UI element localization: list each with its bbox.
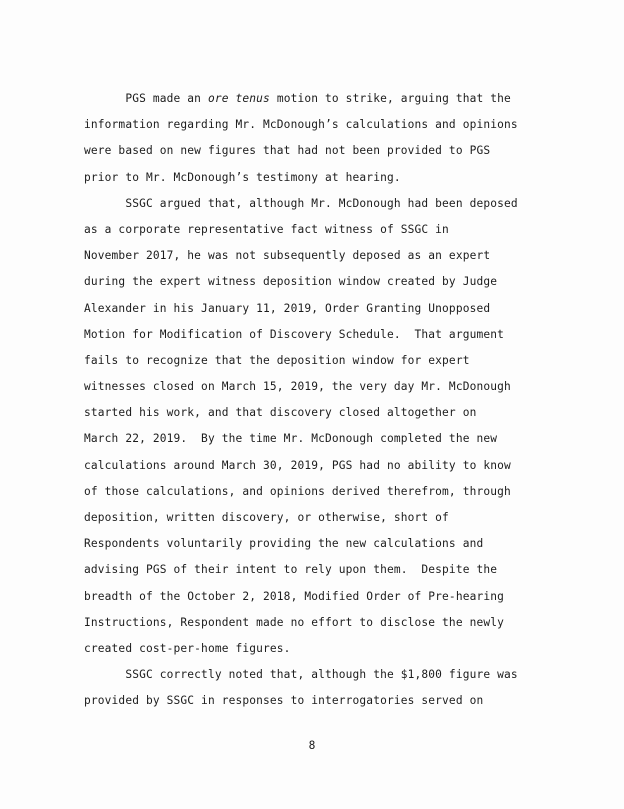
paragraph-motion-to-strike: [84, 86, 544, 191]
text-line: as a corporate representative fact witness of SSGC in: [84, 222, 449, 236]
text-line: fails to recognize that the deposition window for expert: [84, 353, 470, 367]
paragraph-ssgc-argued: [84, 191, 544, 662]
text-line: Respondents voluntarily providing the new calculations and: [84, 537, 484, 551]
text-line: calculations around March 30, 2019, PGS had no ability to know: [84, 458, 511, 472]
body-text: [84, 86, 544, 715]
text-line: SSGC argued that, although Mr. McDonough had been deposed: [84, 196, 518, 210]
text-line: of those calculations, and opinions derived therefrom, through: [84, 484, 511, 498]
text-line: were based on new figures that had not been provided to PGS: [84, 144, 491, 158]
text-line: prior to Mr. McDonough’s testimony at hearing.: [84, 170, 401, 184]
text-line: PGS made an ore tenus motion to strike, arguing that the: [84, 92, 511, 105]
page-number: 8: [308, 739, 316, 752]
text-line: Instructions, Respondent made no effort to disclose the newly: [84, 615, 505, 629]
text-line: information regarding Mr. McDonough’s calculations and opinions: [84, 118, 518, 132]
text-line: SSGC correctly noted that, although the $1,800 figure was: [84, 668, 518, 682]
text-line: November 2017, he was not subsequently deposed as an expert: [84, 249, 491, 263]
text-line: advising PGS of their intent to rely upon them. Despite the: [84, 563, 498, 577]
text-line: deposition, written discovery, or otherwise, short of: [84, 511, 449, 524]
text-line: Alexander in his January 11, 2019, Order Granting Unopposed: [84, 301, 491, 315]
text-line: Motion for Modification of Discovery Schedule. That argument: [84, 327, 505, 341]
text-line: created cost-per-home figures.: [84, 641, 291, 655]
text-line: started his work, and that discovery closed altogether on: [84, 406, 477, 420]
italic-term: ore tenus: [207, 92, 270, 105]
text-line: provided by SSGC in responses to interrogatories served on: [84, 694, 484, 708]
paragraph-ssgc-correctly-noted: [84, 662, 544, 714]
text-line: March 22, 2019. By the time Mr. McDonough completed the new: [84, 432, 498, 446]
text-line: witnesses closed on March 15, 2019, the very day Mr. McDonough: [84, 380, 511, 394]
text-line: breadth of the October 2, 2018, Modified Order of Pre-hearing: [84, 589, 505, 603]
text-line: during the expert witness deposition window created by Judge: [84, 275, 498, 289]
